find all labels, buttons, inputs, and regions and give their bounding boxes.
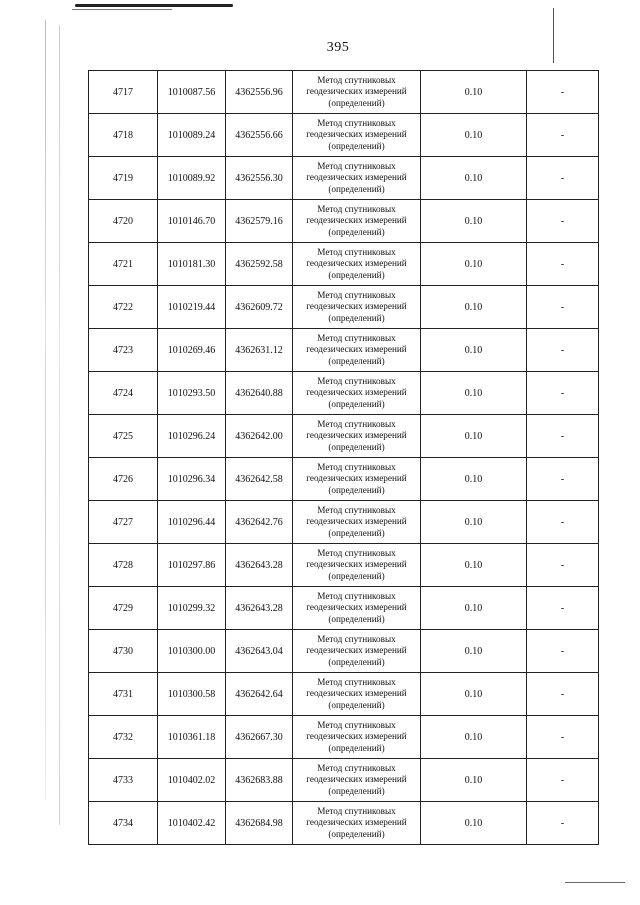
x-coordinate-cell: 1010402.02 — [158, 759, 226, 802]
accuracy-cell: 0.10 — [421, 630, 527, 673]
method-cell — [293, 243, 421, 286]
method-line: геодезических измерений — [306, 215, 407, 226]
point-number-cell: 4727 — [89, 501, 158, 544]
table-row — [89, 157, 599, 200]
note-cell: - — [527, 415, 599, 458]
point-number-cell: 4725 — [89, 415, 158, 458]
accuracy-cell: 0.10 — [421, 243, 527, 286]
method-line: (определений) — [328, 527, 385, 538]
y-coordinate-cell: 4362643.28 — [226, 587, 293, 630]
scan-artifact-left-edge — [45, 20, 46, 800]
x-coordinate-cell: 1010299.32 — [158, 587, 226, 630]
method-line: (определений) — [328, 226, 385, 237]
method-cell — [293, 802, 421, 845]
accuracy-cell: 0.10 — [421, 587, 527, 630]
note-cell: - — [527, 200, 599, 243]
method-cell — [293, 286, 421, 329]
note-cell: - — [527, 114, 599, 157]
y-coordinate-cell: 4362643.04 — [226, 630, 293, 673]
table-row — [89, 673, 599, 716]
method-line: (определений) — [328, 398, 385, 409]
note-cell: - — [527, 544, 599, 587]
accuracy-cell: 0.10 — [421, 544, 527, 587]
table-row — [89, 71, 599, 114]
method-line: геодезических измерений — [306, 688, 407, 699]
table-row — [89, 587, 599, 630]
method-line: Метод спутниковых — [317, 74, 396, 85]
method-cell — [293, 716, 421, 759]
method-line: геодезических измерений — [306, 387, 407, 398]
method-line: геодезических измерений — [306, 602, 407, 613]
accuracy-cell: 0.10 — [421, 114, 527, 157]
method-cell — [293, 544, 421, 587]
x-coordinate-cell: 1010269.46 — [158, 329, 226, 372]
table-row — [89, 630, 599, 673]
y-coordinate-cell: 4362592.58 — [226, 243, 293, 286]
point-number-cell: 4728 — [89, 544, 158, 587]
method-line: геодезических измерений — [306, 473, 407, 484]
accuracy-cell: 0.10 — [421, 673, 527, 716]
x-coordinate-cell: 1010293.50 — [158, 372, 226, 415]
point-number-cell: 4718 — [89, 114, 158, 157]
x-coordinate-cell: 1010087.56 — [158, 71, 226, 114]
y-coordinate-cell: 4362683.88 — [226, 759, 293, 802]
note-cell: - — [527, 71, 599, 114]
x-coordinate-cell: 1010089.92 — [158, 157, 226, 200]
point-number-cell: 4730 — [89, 630, 158, 673]
y-coordinate-cell: 4362667.30 — [226, 716, 293, 759]
accuracy-cell: 0.10 — [421, 200, 527, 243]
method-line: (определений) — [328, 785, 385, 796]
table-row — [89, 544, 599, 587]
method-line: (определений) — [328, 312, 385, 323]
x-coordinate-cell: 1010402.42 — [158, 802, 226, 845]
accuracy-cell: 0.10 — [421, 157, 527, 200]
y-coordinate-cell: 4362640.88 — [226, 372, 293, 415]
note-cell: - — [527, 286, 599, 329]
method-line: (определений) — [328, 828, 385, 839]
table-row — [89, 200, 599, 243]
x-coordinate-cell: 1010300.00 — [158, 630, 226, 673]
x-coordinate-cell: 1010300.58 — [158, 673, 226, 716]
note-cell: - — [527, 716, 599, 759]
method-line: Метод спутниковых — [317, 805, 396, 816]
point-number-cell: 4734 — [89, 802, 158, 845]
table-row — [89, 759, 599, 802]
y-coordinate-cell: 4362609.72 — [226, 286, 293, 329]
note-cell: - — [527, 802, 599, 845]
method-cell — [293, 630, 421, 673]
accuracy-cell: 0.10 — [421, 802, 527, 845]
x-coordinate-cell: 1010146.70 — [158, 200, 226, 243]
scan-artifact-top-line-thin — [72, 9, 172, 10]
x-coordinate-cell: 1010297.86 — [158, 544, 226, 587]
point-number-cell: 4723 — [89, 329, 158, 372]
table-row — [89, 802, 599, 845]
method-line: Метод спутниковых — [317, 418, 396, 429]
point-number-cell: 4721 — [89, 243, 158, 286]
method-line: (определений) — [328, 140, 385, 151]
method-line: (определений) — [328, 699, 385, 710]
point-number-cell: 4729 — [89, 587, 158, 630]
table-row — [89, 372, 599, 415]
table-row — [89, 716, 599, 759]
y-coordinate-cell: 4362642.58 — [226, 458, 293, 501]
method-line: Метод спутниковых — [317, 375, 396, 386]
method-line: геодезических измерений — [306, 516, 407, 527]
point-number-cell: 4724 — [89, 372, 158, 415]
x-coordinate-cell: 1010296.34 — [158, 458, 226, 501]
table-row — [89, 415, 599, 458]
method-line: геодезических измерений — [306, 301, 407, 312]
method-line: Метод спутниковых — [317, 203, 396, 214]
method-cell — [293, 501, 421, 544]
note-cell: - — [527, 587, 599, 630]
note-cell: - — [527, 630, 599, 673]
method-line: (определений) — [328, 269, 385, 280]
method-line: (определений) — [328, 183, 385, 194]
y-coordinate-cell: 4362642.76 — [226, 501, 293, 544]
method-line: (определений) — [328, 742, 385, 753]
accuracy-cell: 0.10 — [421, 329, 527, 372]
note-cell: - — [527, 243, 599, 286]
x-coordinate-cell: 1010219.44 — [158, 286, 226, 329]
method-line: геодезических измерений — [306, 645, 407, 656]
note-cell: - — [527, 458, 599, 501]
method-line: (определений) — [328, 570, 385, 581]
point-number-cell: 4732 — [89, 716, 158, 759]
accuracy-cell: 0.10 — [421, 71, 527, 114]
point-number-cell: 4720 — [89, 200, 158, 243]
y-coordinate-cell: 4362642.64 — [226, 673, 293, 716]
method-line: Метод спутниковых — [317, 160, 396, 171]
method-line: геодезических измерений — [306, 430, 407, 441]
table-row — [89, 286, 599, 329]
method-line: Метод спутниковых — [317, 633, 396, 644]
method-line: (определений) — [328, 656, 385, 667]
accuracy-cell: 0.10 — [421, 372, 527, 415]
y-coordinate-cell: 4362642.00 — [226, 415, 293, 458]
table-row — [89, 114, 599, 157]
method-line: геодезических измерений — [306, 258, 407, 269]
accuracy-cell: 0.10 — [421, 286, 527, 329]
method-cell — [293, 114, 421, 157]
method-cell — [293, 415, 421, 458]
scan-artifact-bottom-line — [565, 882, 625, 883]
accuracy-cell: 0.10 — [421, 759, 527, 802]
method-line: (определений) — [328, 97, 385, 108]
method-line: геодезических измерений — [306, 86, 407, 97]
method-cell — [293, 759, 421, 802]
note-cell: - — [527, 501, 599, 544]
method-line: Метод спутниковых — [317, 332, 396, 343]
table-row — [89, 329, 599, 372]
scan-artifact-left-edge-inner — [59, 25, 60, 825]
coordinates-table-body — [89, 71, 599, 845]
scan-artifact-top-line — [75, 4, 233, 7]
method-line: Метод спутниковых — [317, 676, 396, 687]
method-cell — [293, 71, 421, 114]
method-line: (определений) — [328, 441, 385, 452]
method-cell — [293, 673, 421, 716]
accuracy-cell: 0.10 — [421, 415, 527, 458]
method-line: Метод спутниковых — [317, 719, 396, 730]
y-coordinate-cell: 4362556.96 — [226, 71, 293, 114]
point-number-cell: 4722 — [89, 286, 158, 329]
method-line: (определений) — [328, 355, 385, 366]
method-line: геодезических измерений — [306, 731, 407, 742]
method-line: Метод спутниковых — [317, 289, 396, 300]
accuracy-cell: 0.10 — [421, 716, 527, 759]
method-line: геодезических измерений — [306, 172, 407, 183]
method-cell — [293, 200, 421, 243]
method-line: (определений) — [328, 613, 385, 624]
y-coordinate-cell: 4362579.16 — [226, 200, 293, 243]
point-number-cell: 4726 — [89, 458, 158, 501]
table-row — [89, 458, 599, 501]
y-coordinate-cell: 4362556.66 — [226, 114, 293, 157]
x-coordinate-cell: 1010181.30 — [158, 243, 226, 286]
method-line: Метод спутниковых — [317, 504, 396, 515]
y-coordinate-cell: 4362631.12 — [226, 329, 293, 372]
x-coordinate-cell: 1010089.24 — [158, 114, 226, 157]
note-cell: - — [527, 372, 599, 415]
method-line: Метод спутниковых — [317, 461, 396, 472]
accuracy-cell: 0.10 — [421, 458, 527, 501]
x-coordinate-cell: 1010296.44 — [158, 501, 226, 544]
x-coordinate-cell: 1010296.24 — [158, 415, 226, 458]
note-cell: - — [527, 157, 599, 200]
method-line: Метод спутниковых — [317, 117, 396, 128]
note-cell: - — [527, 759, 599, 802]
coordinates-table — [88, 70, 599, 845]
point-number-cell: 4733 — [89, 759, 158, 802]
method-line: Метод спутниковых — [317, 547, 396, 558]
method-line: геодезических измерений — [306, 344, 407, 355]
table-row — [89, 501, 599, 544]
method-cell — [293, 587, 421, 630]
method-line: геодезических измерений — [306, 129, 407, 140]
method-cell — [293, 157, 421, 200]
y-coordinate-cell: 4362684.98 — [226, 802, 293, 845]
accuracy-cell: 0.10 — [421, 501, 527, 544]
y-coordinate-cell: 4362643.28 — [226, 544, 293, 587]
note-cell: - — [527, 673, 599, 716]
method-cell — [293, 372, 421, 415]
note-cell: - — [527, 329, 599, 372]
method-line: геодезических измерений — [306, 817, 407, 828]
point-number-cell: 4717 — [89, 71, 158, 114]
table-row — [89, 243, 599, 286]
method-line: Метод спутниковых — [317, 762, 396, 773]
method-line: (определений) — [328, 484, 385, 495]
method-cell — [293, 329, 421, 372]
point-number-cell: 4719 — [89, 157, 158, 200]
y-coordinate-cell: 4362556.30 — [226, 157, 293, 200]
page-number: 395 — [326, 40, 350, 55]
method-line: геодезических измерений — [306, 774, 407, 785]
method-line: геодезических измерений — [306, 559, 407, 570]
method-line: Метод спутниковых — [317, 246, 396, 257]
x-coordinate-cell: 1010361.18 — [158, 716, 226, 759]
method-line: Метод спутниковых — [317, 590, 396, 601]
method-cell — [293, 458, 421, 501]
point-number-cell: 4731 — [89, 673, 158, 716]
